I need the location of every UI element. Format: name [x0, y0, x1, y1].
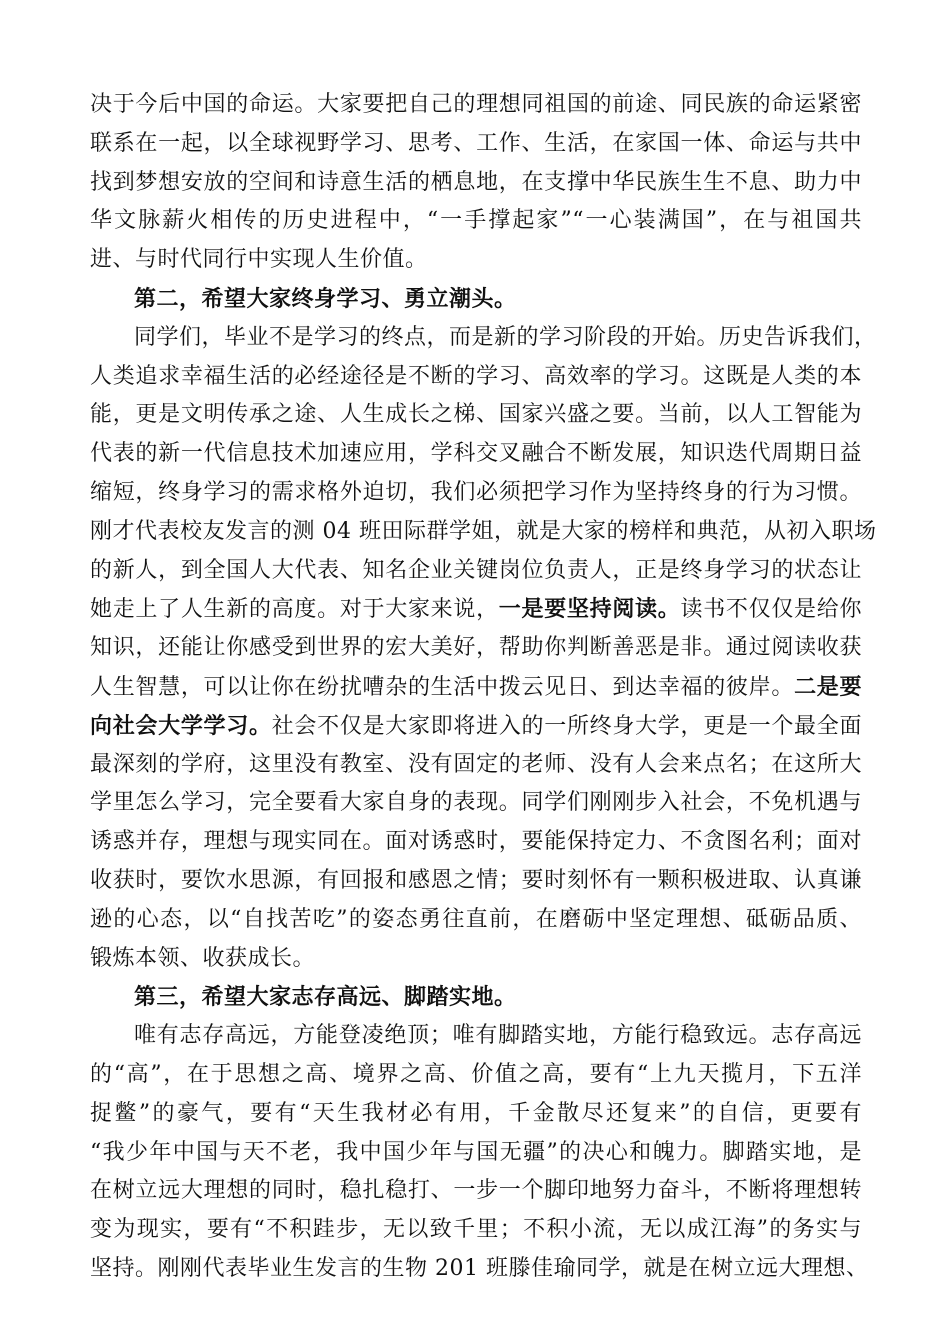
paragraph-line: 的“高”，在于思想之高、境界之高、价值之高，要有“上九天揽月，下五洋	[90, 1061, 862, 1087]
paragraph-line: 捉鳖”的豪气，要有“天生我材必有用，千金散尽还复来”的自信，更要有	[90, 1100, 862, 1126]
text-run: 社会不仅是大家即将进入的一所终身大学，更是一个最全面	[271, 713, 862, 739]
section-heading-2: 第二，希望大家终身学习、勇立潮头。	[134, 285, 517, 312]
text-run: 她走上了人生新的高度。对于大家来说，	[90, 597, 499, 623]
emphasis-run: 二是要	[794, 673, 862, 700]
paragraph-line: 坚持。刚刚代表毕业生发言的生物 201 班滕佳瑜同学，就是在树立远大理想、	[90, 1255, 869, 1281]
paragraph-line: 刚才代表校友发言的测 04 班田际群学姐，就是大家的榜样和典范，从初入职场	[90, 518, 877, 544]
paragraph-line: 华文脉薪火相传的历史进程中，“一手撑起家”“一心装满国”，在与祖国共	[90, 208, 862, 234]
paragraph-line: 能，更是文明传承之途、人生成长之梯、国家兴盛之要。当前，以人工智能为	[90, 402, 862, 428]
paragraph-line: 人类追求幸福生活的必经途径是不断的学习、高效率的学习。这既是人类的本	[90, 363, 862, 389]
paragraph-line: 的新人，到全国人大代表、知名企业关键岗位负责人，正是终身学习的状态让	[90, 557, 862, 583]
paragraph-line: 在树立远大理想的同时，稳扎稳打、一步一个脚印地努力奋斗，不断将理想转	[90, 1178, 862, 1204]
text-run: 人生智慧，可以让你在纷扰嘈杂的生活中拨云见日、到达幸福的彼岸。	[90, 674, 795, 700]
emphasis-run: 一是要坚持阅读。	[498, 596, 681, 623]
paragraph-line: 进、与时代同行中实现人生价值。	[90, 247, 428, 273]
paragraph-line: 联系在一起，以全球视野学习、思考、工作、生活，在家国一体、命运与共中	[90, 130, 862, 156]
paragraph-line: 找到梦想安放的空间和诗意生活的栖息地，在支撑中华民族生生不息、助力中	[90, 169, 862, 195]
paragraph-line: 学里怎么学习，完全要看大家自身的表现。同学们刚刚步入社会，不免机遇与	[90, 790, 862, 816]
paragraph-line: “我少年中国与天不老，我中国少年与国无疆”的决心和魄力。脚踏实地，是	[90, 1139, 862, 1165]
paragraph-line: 诱惑并存，理想与现实同在。面对诱惑时，要能保持定力、不贪图名利；面对	[90, 829, 862, 855]
paragraph-line: 知识，还能让你感受到世界的宏大美好，帮助你判断善恶是非。通过阅读收获	[90, 635, 862, 661]
paragraph-line	[90, 590, 862, 629]
section-heading-3: 第三，希望大家志存高远、脚踏实地。	[134, 984, 517, 1011]
paragraph-line	[90, 668, 862, 707]
paragraph-line: 决于今后中国的命运。大家要把自己的理想同祖国的前途、同民族的命运紧密	[90, 92, 862, 117]
paragraph-line: 变为现实，要有“不积跬步，无以致千里；不积小流，无以成江海”的务实与	[90, 1217, 862, 1243]
paragraph-line: 同学们，毕业不是学习的终点，而是新的学习阶段的开始。历史告诉我们，	[134, 324, 877, 350]
paragraph-line: 逊的心态，以“自找苦吃”的姿态勇往直前，在磨砺中坚定理想、砥砺品质、	[90, 906, 862, 932]
paragraph-line: 唯有志存高远，方能登凌绝顶；唯有脚踏实地，方能行稳致远。志存高远	[134, 1023, 862, 1049]
paragraph-line: 最深刻的学府，这里没有教室、没有固定的老师、没有人会来点名；在这所大	[90, 751, 862, 777]
document-page	[90, 86, 877, 1289]
paragraph-line: 收获时，要饮水思源，有回报和感恩之情；要时刻怀有一颗积极进取、认真谦	[90, 867, 862, 893]
text-run: 读书不仅仅是给你	[680, 597, 862, 623]
paragraph-line: 锻炼本领、收获成长。	[90, 945, 316, 971]
paragraph-line: 代表的新一代信息技术加速应用，学科交叉融合不断发展，知识迭代周期日益	[90, 441, 862, 467]
paragraph-line: 缩短，终身学习的需求格外迫切，我们必须把学习作为坚持终身的行为习惯。	[90, 479, 862, 505]
paragraph-line	[90, 707, 862, 746]
emphasis-run: 向社会大学学习。	[90, 712, 272, 739]
